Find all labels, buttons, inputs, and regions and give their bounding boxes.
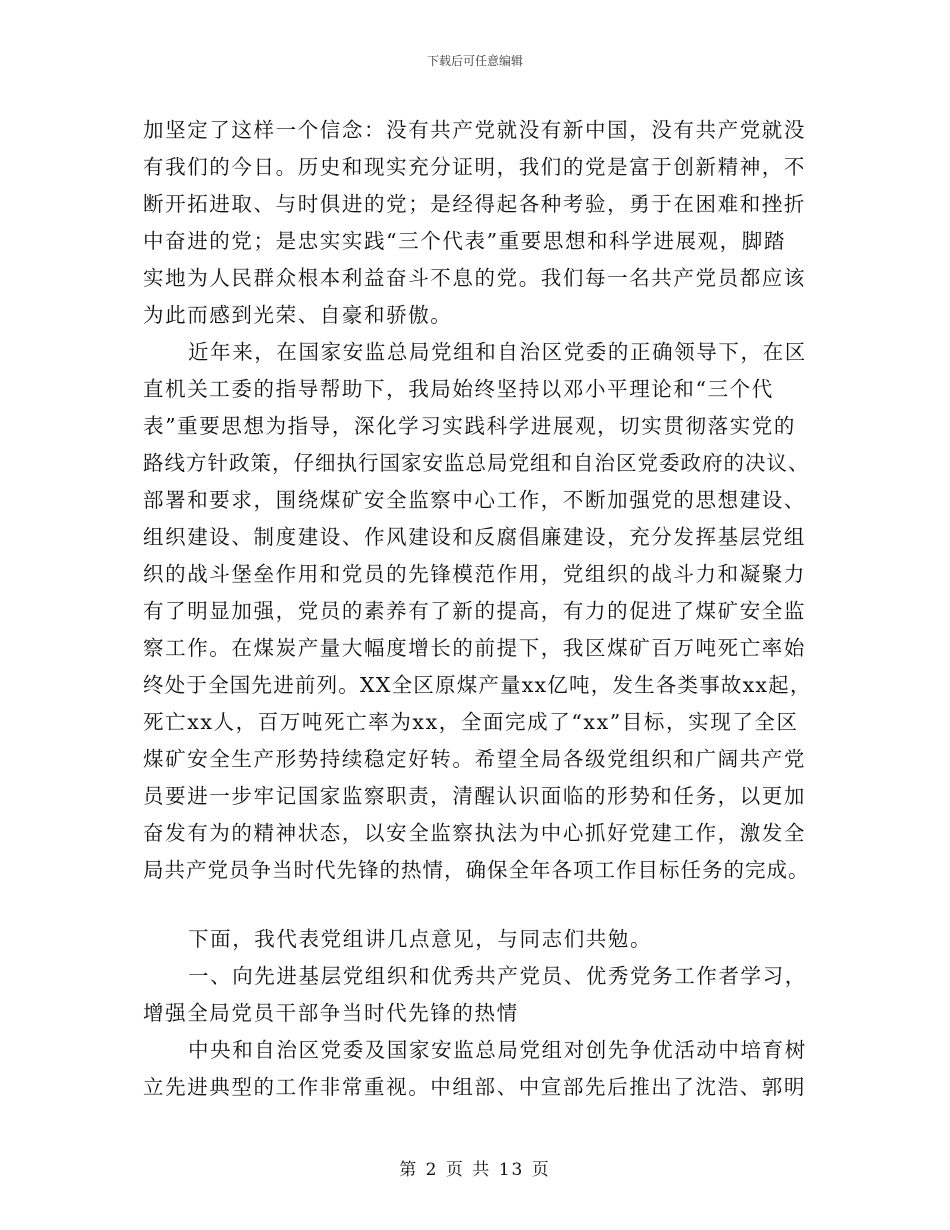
text-line: 为此而感到光荣、自豪和骄傲。 xyxy=(143,303,453,327)
text-line: 员要进一步牢记国家监察职责，清醒认识面临的形势和任务，以更加 xyxy=(143,784,806,808)
text-line: 局共产党员争当时代先锋的热情，确保全年各项工作目标任务的完成。 xyxy=(143,858,810,882)
text-line: 实地为人民群众根本利益奋斗不息的党。我们每一名共产党员都应该 xyxy=(143,266,806,290)
text-line: 加坚定了这样一个信念：没有共产党就没有新中国，没有共产党就没 xyxy=(143,118,806,142)
text-line: 终处于全国先进前列。XX全区原煤产量xx亿吨，发生各类事故xx起， xyxy=(143,673,812,697)
paragraph-first-line: 近年来，在国家安监总局党组和自治区党委的正确领导下，在区 xyxy=(188,340,807,364)
text-line: 表”重要思想为指导，深化学习实践科学进展观，切实贯彻落实党的 xyxy=(143,414,796,438)
paragraph-first-line: 下面，我代表党组讲几点意见，与同志们共勉。 xyxy=(188,927,653,951)
text-line: 路线方针政策，仔细执行国家安监总局党组和自治区党委政府的决议、 xyxy=(143,451,810,475)
section-heading-continued: 增强全局党员干部争当时代先锋的热情 xyxy=(143,1001,519,1025)
text-line: 煤矿安全生产形势持续稳定好转。希望全局各级党组织和广阔共产党 xyxy=(143,747,806,771)
text-line: 断开拓进取、与时俱进的党；是经得起各种考验，勇于在困难和挫折 xyxy=(143,192,806,216)
text-line: 有了明显加强，党员的素养有了新的提高，有力的促进了煤矿安全监 xyxy=(143,599,806,623)
text-line: 立先进典型的工作非常重视。中组部、中宣部先后推出了沈浩、郭明 xyxy=(143,1075,806,1099)
text-line: 织的战斗堡垒作用和党员的先锋模范作用，党组织的战斗力和凝聚力 xyxy=(143,562,806,586)
paragraph-first-line: 中央和自治区党委及国家安监总局党组对创先争优活动中培育树 xyxy=(188,1038,807,1062)
text-line: 直机关工委的指导帮助下，我局始终坚持以邓小平理论和“三个代 xyxy=(143,377,774,401)
text-line: 有我们的今日。历史和现实充分证明，我们的党是富于创新精神，不 xyxy=(143,155,806,179)
text-line: 组织建设、制度建设、作风建设和反腐倡廉建设，充分发挥基层党组 xyxy=(143,525,806,549)
page-number-footer: 第 2 页 共 13 页 xyxy=(399,1160,551,1180)
text-line: 奋发有为的精神状态，以安全监察执法为中心抓好党建工作，激发全 xyxy=(143,821,806,845)
text-line: 部署和要求，围绕煤矿安全监察中心工作，不断加强党的思想建设、 xyxy=(143,488,806,512)
text-line: 死亡xx人，百万吨死亡率为xx，全面完成了“xx”目标，实现了全区 xyxy=(143,710,799,734)
text-line: 察工作。在煤炭产量大幅度增长的前提下，我区煤矿百万吨死亡率始 xyxy=(143,636,806,660)
section-heading: 一、向先进基层党组织和优秀共产党员、优秀党务工作者学习， xyxy=(188,964,807,988)
page-header: 下载后可任意编辑 xyxy=(426,54,523,68)
text-line: 中奋进的党；是忠实实践“三个代表”重要思想和科学进展观，脚踏 xyxy=(143,229,786,253)
